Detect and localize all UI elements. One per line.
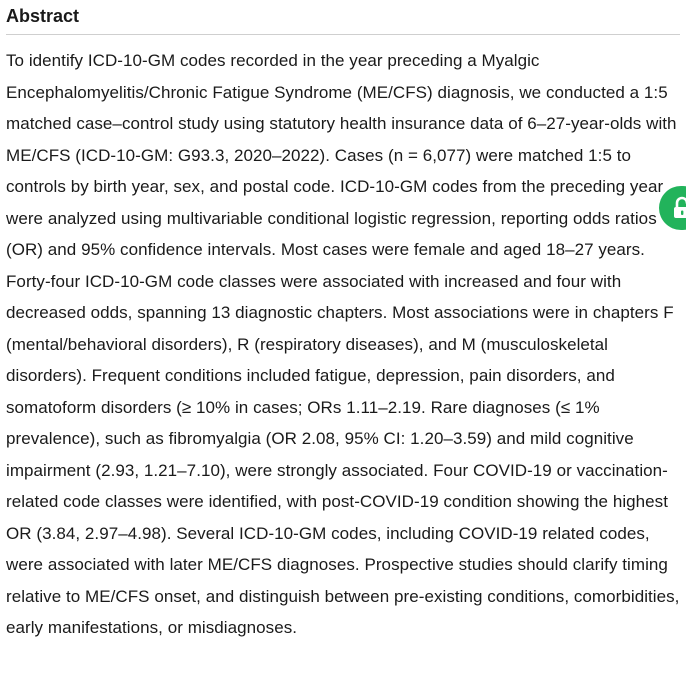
heading-divider [6, 34, 680, 35]
abstract-heading: Abstract [6, 6, 80, 26]
abstract-text: To identify ICD-10-GM codes recorded in the year preceding a Myalgic Encephalomyelitis/Chronic Fatigue Syndrome (ME/CFS) diagnosis, we conducted a 1:5 matched case–control study using statutory health insurance data of 6–27-year-olds with ME/CFS (ICD-10-GM: G93.3, 2020–2022). Cases (n = 6,077) were matched 1:5 to controls by birth year, sex, and postal code. ICD-10-GM codes from the preceding year were analyzed using multivariable conditional logistic regression, reporting odds ratios (OR) and 95% confidence intervals. Most cases were female and aged 18–27 years. Forty-four ICD-10-GM code classes were associated with increased and four with decreased odds, spanning 13 diagnostic chapters. Most associations were in chapters F (mental/behavioral disorders), R (respiratory diseases), and M (musculoskeletal disorders). Frequent conditions included fatigue, depression, pain disorders, and somatoform disorders (≥ 10% in cases; ORs 1.11–2.19. Rare diagnoses (≤ 1% prevalence), such as fibromyalgia (OR 2.08, 95% CI: 1.20–3.59) and mild cognitive impairment (2.93, 1.21–7.10), were strongly associated. Four COVID-19 or vaccination-related code classes were identified, with post-COVID-19 condition showing the highest OR (3.84, 2.97–4.98). Several ICD-10-GM codes, including COVID-19 related codes, were associated with later ME/CFS diagnoses. Prospective studies should clarify timing relative to ME/CFS onset, and distinguish between pre-existing conditions, comorbidities, early manifestations, or misdiagnoses. [6, 51, 680, 637]
abstract-section [6, 0, 680, 644]
open-lock-icon [671, 196, 686, 220]
